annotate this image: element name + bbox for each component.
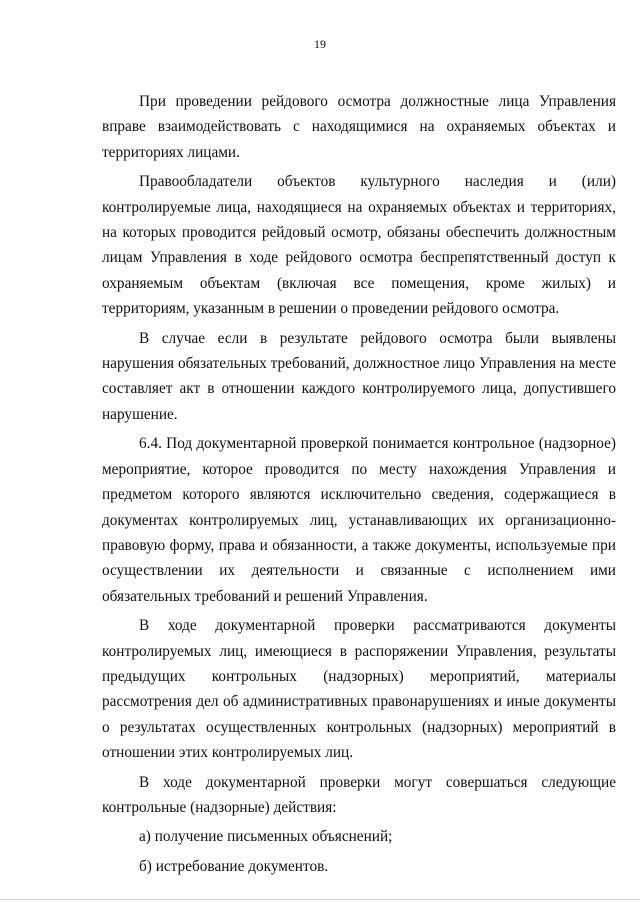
paragraph-documents-reviewed: В ходе документарной проверки рассматриваются документы контролируемых лиц, имеющиеся в распоряжении Управления, результаты предыдущих контрольных (надзорных) мероприятий, материалы рассмотрения дел об административных правонарушениях и иные документы о результатах осуществленных контрольных (надзорных) мероприятий в отношении этих контролируемых лиц. <box>102 617 616 762</box>
list-item-written-explanations: а) получение письменных объяснений; <box>139 828 393 846</box>
page-bottom-edge <box>0 899 640 900</box>
paragraph-documentary-check-definition: 6.4. Под документарной проверкой понимается контрольное (надзорное) мероприятие, которое проводится по месту нахождения Управления и предметом которого являются исключительно сведения, содержащиеся в документах контролируемых лиц, устанавливающих их организационно-правовую форму, права и обязанности, а также документы, используемые при осуществлении их деятельности и связанные с исполнением ими обязательных требований и решений Управления. <box>102 435 616 605</box>
paragraph-rights-holders-access: Правообладатели объектов культурного наследия и (или) контролируемые лица, находящиеся на охраняемых объектах и территориях, на которых проводится рейдовый осмотр, обязаны обеспечить должностным лицам Управления в ходе рейдового осмотра беспрепятственный доступ к охраняемым объектам (включая все помещения, кроме жилых) и территориям, указанным в решении о проведении рейдового осмотра. <box>102 173 616 318</box>
page-number: 19 <box>314 37 326 51</box>
paragraph-raid-inspection-interaction: При проведении рейдового осмотра должностные лица Управления вправе взаимодействовать с находящимися на охраняемых объектах и территориях лицами. <box>102 93 616 161</box>
paragraph-violations-act: В случае если в результате рейдового осмотра были выявлены нарушения обязательных требований, должностное лицо Управления на месте составляет акт в отношении каждого контролируемого лица, допустившего нарушение. <box>102 329 616 423</box>
document-body <box>102 89 616 879</box>
paragraph-control-actions-intro: В ходе документарной проверки могут совершаться следующие контрольные (надзорные) действия: <box>102 773 616 816</box>
list-item-document-request: б) истребование документов. <box>139 857 329 875</box>
